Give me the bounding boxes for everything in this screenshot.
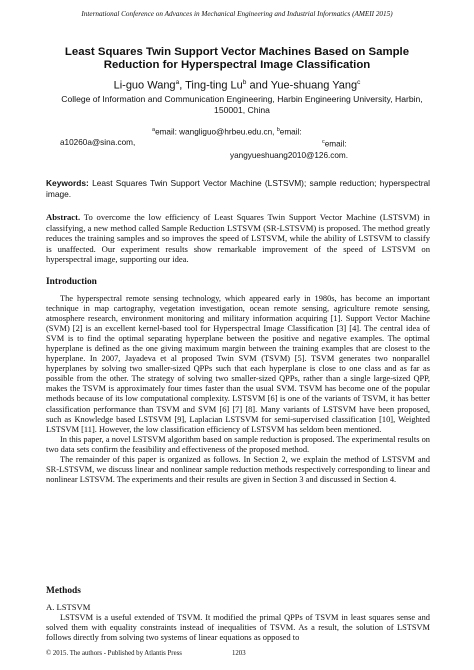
author-line: Li-guo Wang$^a$, Ting-ting Lu$^b$ and Yue-shuang Yang$^c$ bbox=[113, 79, 361, 92]
paragraph: The hyperspectral remote sensing technology, which appeared early in 1980s, has become an important technique in map cartography, vegetation investigation, ocean remote sensing, agriculture remote sensing, atmosphere research, environment monitoring and military information acquiring [1]. Support Vector Machine (SVM) [2] is an excellent kernel-based tool for Hyperspectral Image Classification [3] [4]. The central idea of SVM is to find the optimal separating hyperplane between the positive and negative examples. The optimal hyperplane is defined as the one giving maximum margin between the training examples that are closest to the hyperplane. In 2007, Jayadeva et al proposed Twin SVM (TSVM) [5]. TSVM generates two nonparallel hyperplanes by solving two smaller-sized QPPs such that each hyperplane is close to one class and as far as possible from the other. The strategy of solving two smaller-sized QPPs, rather than a single large-sized QPP, makes the TSVM is approximately four times faster than the usual SVM. TSVM has become one of the popular methods because of its low computational complexity. LSTSVM [6] is one of the variants of TSVM, it has better classification performance than TSVM and SVM [6] [7] [8]. Many variants of LSTSVM have been proposed, such as Knowledge based LSTSVM [9], Laplacian LSTSVM for semi-supervised classification [10], Weighted LSTSVM [11]. However, the low classification efficiency of LSTSVM has seldom been mentioned. bbox=[46, 294, 430, 434]
copyright: © 2015. The authors - Published by Atlantis Press bbox=[46, 650, 182, 657]
keywords-text: Least Squares Twin Support Vector Machine (LSTSVM); sample reduction; hyperspectral image. bbox=[46, 178, 431, 199]
affiliation-line: College of Information and Communication Engineering, Harbin Engineering University, Harbin, bbox=[61, 94, 423, 104]
paper-title: Least Squares Twin Support Vector Machines Based on Sample Reduction for Hyperspectral Image Classification bbox=[64, 46, 410, 71]
keywords-label: Keywords: bbox=[46, 178, 89, 188]
author-joiner: and bbox=[249, 79, 268, 92]
affiliation-line: 150001, China bbox=[214, 105, 270, 115]
section-heading-introduction: Introduction bbox=[46, 277, 97, 287]
conference-header: International Conference on Advances in Mechanical Engineering and Industrial Informatics (AMEII 2015) bbox=[81, 10, 393, 18]
paragraph: In this paper, a novel LSTSVM algorithm based on sample reduction is proposed. The experimental results on two data sets confirm the feasibility and effectiveness of the proposed method. bbox=[46, 434, 430, 454]
page-number: 1203 bbox=[232, 650, 246, 657]
email-c: yangyueshuang2010@126.com. bbox=[230, 151, 349, 160]
page-footer bbox=[46, 650, 430, 660]
email-label: email: bbox=[324, 139, 347, 149]
subsection-heading: A. LSTSVM bbox=[46, 602, 91, 612]
abstract-text: To overcome the low efficiency of Least Squares Twin Support Vector Machine (LSTSVM) in classifying, a new method called Sample Reduction LSTSVM (SR-LSTSVM) is proposed. The method greatly reduces the training samples and so improves the speed of LSTSVM, while the ability of LSTSVM to classify is unaffected. Our experiment results show remarkable improvement of the speed of LSTSVM on hyperspectral image, supporting our idea. bbox=[46, 212, 430, 264]
section-heading-methods: Methods bbox=[46, 586, 81, 596]
keywords bbox=[46, 178, 430, 199]
email-a: email: wangliguo@hrbeu.edu.cn, bbox=[155, 127, 277, 137]
paragraph: The remainder of this paper is organized as follows. In Section 2, we explain the method of LSTSVM and SR-LSTSVM, we discuss linear and nonlinear sample reduction methods respectively corresponding to linear and nonlinear LSTSVM. The experiments and their results are given in Section 3 and discussed in Section 4. bbox=[46, 454, 430, 484]
email-b: a10260a@sina.com, bbox=[60, 138, 136, 147]
author-superscript: a bbox=[175, 79, 180, 86]
email-label: email: bbox=[279, 127, 302, 137]
methods-body bbox=[46, 613, 430, 643]
author-superscript: c bbox=[357, 79, 361, 86]
abstract-label: Abstract. bbox=[46, 212, 81, 222]
author-name: Ting-ting Lu bbox=[185, 79, 243, 92]
email-superscript: b bbox=[276, 127, 280, 133]
author-superscript: b bbox=[242, 79, 247, 86]
email-superscript: c bbox=[322, 139, 325, 145]
paragraph: LSTSVM is a useful extended of TSVM. It modified the primal QPPs of TSVM in least squares sense and solved them with equality constraints instead of inequalities of TSVM. As a result, the solution of LSTSVM follows directly from solving two systems of linear equations as opposed to bbox=[46, 613, 430, 643]
email-line bbox=[152, 125, 302, 138]
author-name: Yue-shuang Yang bbox=[270, 79, 358, 92]
introduction-body bbox=[46, 294, 430, 485]
affiliation bbox=[52, 94, 432, 116]
abstract bbox=[46, 212, 430, 265]
email-block bbox=[60, 125, 420, 171]
email-superscript: a bbox=[152, 127, 156, 133]
email-line bbox=[322, 137, 347, 150]
author-name: Li-guo Wang bbox=[113, 79, 176, 92]
